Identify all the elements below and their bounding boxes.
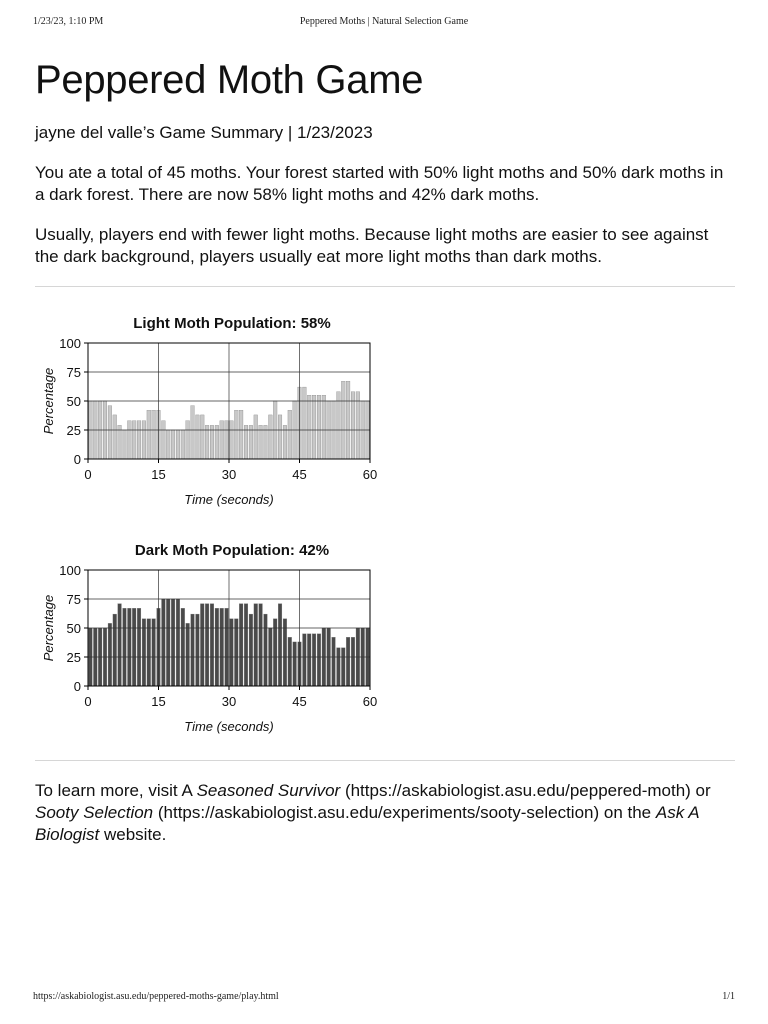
chart-bar: [137, 421, 141, 459]
chart-bar: [322, 395, 326, 459]
game-summary-line: jayne del valle’s Game Summary | 1/23/2023: [35, 123, 373, 142]
chart-bar: [273, 619, 277, 686]
y-tick-label: 0: [73, 679, 81, 694]
chart-bar: [210, 604, 214, 686]
x-tick-label: 60: [362, 694, 378, 709]
chart-bar: [303, 634, 307, 686]
y-tick-label: 100: [59, 336, 81, 351]
x-tick-label: 45: [292, 694, 307, 709]
x-tick-label: 30: [221, 694, 237, 709]
chart-bar: [152, 410, 156, 459]
chart-bar: [171, 599, 175, 686]
light-moth-chart-svg: [40, 308, 385, 513]
chart-bar: [264, 614, 268, 686]
chart-bar: [317, 634, 321, 686]
chart-bar: [288, 410, 292, 459]
chart-bar: [191, 406, 195, 459]
chart-bar: [137, 608, 141, 686]
chart-bar: [278, 415, 282, 459]
chart-bar: [259, 604, 263, 686]
chart-bar: [249, 614, 253, 686]
chart-bar: [239, 410, 243, 459]
chart-bar: [293, 642, 297, 686]
chart-bar: [337, 648, 341, 686]
chart-bar: [332, 637, 336, 686]
print-datetime: 1/23/23, 1:10 PM: [33, 16, 104, 27]
chart-bar: [215, 425, 219, 459]
y-tick-label: 25: [66, 423, 81, 438]
print-page-title: Peppered Moths | Natural Selection Game: [299, 16, 469, 27]
chart-bar: [123, 430, 127, 459]
chart-title: Light Moth Population: 58%: [133, 315, 331, 332]
chart-bar: [166, 430, 170, 459]
chart-bar: [108, 623, 112, 686]
chart-bar: [356, 392, 360, 459]
seasoned-survivor-url: (https://askabiologist.asu.edu/peppered-moth) or: [340, 781, 711, 800]
y-axis-label: Percentage: [41, 594, 56, 662]
chart-bar: [234, 410, 238, 459]
learn-more-text: [35, 780, 735, 846]
print-footer: [33, 991, 735, 1005]
chart-bar: [132, 608, 136, 686]
chart-bar: [152, 619, 156, 686]
result-paragraph: You ate a total of 45 moths. Your forest started with 50% light moths and 50% dark moths in a dark forest. There are now 58% light moths and 42% dark moths.: [35, 163, 724, 204]
sooty-selection-title: Sooty Selection: [35, 803, 154, 822]
chart-bar: [312, 634, 316, 686]
chart-bar: [351, 392, 355, 459]
divider-bottom: [35, 760, 735, 761]
print-header: [33, 16, 735, 30]
chart-bar: [205, 425, 209, 459]
chart-bar: [113, 415, 117, 459]
chart-bar: [162, 599, 166, 686]
chart-bar: [239, 604, 243, 686]
chart-bar: [147, 619, 151, 686]
chart-bar: [123, 608, 127, 686]
chart-bar: [288, 637, 292, 686]
chart-bar: [191, 614, 195, 686]
learn-more-suffix: website.: [99, 825, 167, 844]
y-axis-label: Percentage: [41, 367, 56, 435]
x-tick-label: 15: [151, 694, 166, 709]
chart-bar: [147, 410, 151, 459]
chart-bar: [200, 604, 204, 686]
x-axis-label: Time (seconds): [184, 492, 274, 507]
chart-bar: [307, 395, 311, 459]
chart-bar: [234, 619, 238, 686]
explanation-paragraph: Usually, players end with fewer light moths. Because light moths are easier to see against the dark background, players usually eat more light moths than dark moths.: [35, 225, 709, 266]
divider-top: [35, 286, 735, 287]
chart-bar: [166, 599, 170, 686]
chart-bar: [259, 425, 263, 459]
x-tick-label: 0: [84, 467, 92, 482]
y-tick-label: 25: [66, 650, 81, 665]
learn-more-prefix: To learn more, visit A: [35, 781, 197, 800]
chart-bar: [254, 415, 258, 459]
dark-moth-chart: [40, 535, 385, 745]
chart-bar: [210, 425, 214, 459]
chart-bar: [225, 608, 229, 686]
chart-bar: [341, 381, 345, 459]
chart-bar: [215, 608, 219, 686]
chart-bar: [220, 421, 224, 459]
chart-bar: [142, 619, 146, 686]
chart-bar: [312, 395, 316, 459]
chart-bar: [346, 381, 350, 459]
y-tick-label: 75: [66, 365, 81, 380]
chart-bar: [220, 608, 224, 686]
chart-bar: [230, 421, 234, 459]
chart-bar: [181, 608, 185, 686]
main-content: [35, 56, 735, 268]
chart-bar: [186, 623, 190, 686]
chart-bar: [269, 415, 273, 459]
chart-bar: [283, 619, 287, 686]
x-tick-label: 60: [362, 467, 378, 482]
chart-bar: [181, 430, 185, 459]
chart-bar: [307, 634, 311, 686]
chart-bar: [244, 604, 248, 686]
chart-bar: [254, 604, 258, 686]
chart-bar: [186, 421, 190, 459]
print-url: https://askabiologist.asu.edu/peppered-moths-game/play.html: [33, 991, 279, 1002]
chart-bar: [176, 430, 180, 459]
chart-bar: [264, 425, 268, 459]
y-tick-label: 0: [73, 452, 81, 467]
chart-bar: [118, 604, 122, 686]
chart-bar: [249, 425, 253, 459]
x-tick-label: 0: [84, 694, 92, 709]
chart-bar: [337, 392, 341, 459]
chart-bar: [225, 421, 229, 459]
chart-bar: [278, 604, 282, 686]
chart-bar: [244, 425, 248, 459]
seasoned-survivor-title: Seasoned Survivor: [196, 781, 341, 800]
chart-bar: [118, 425, 122, 459]
ask-a-biologist-name: Ask A Biologist: [35, 803, 699, 844]
chart-bar: [176, 599, 180, 686]
chart-title: Dark Moth Population: 42%: [134, 542, 330, 559]
chart-bar: [171, 430, 175, 459]
y-tick-label: 50: [66, 621, 81, 636]
chart-bar: [351, 637, 355, 686]
chart-bar: [303, 387, 307, 459]
chart-bar: [128, 608, 132, 686]
chart-bar: [196, 614, 200, 686]
chart-bar: [341, 648, 345, 686]
chart-bar: [200, 415, 204, 459]
sooty-selection-url: (https://askabiologist.asu.edu/experiments/sooty-selection) on the: [153, 803, 656, 822]
chart-bar: [196, 415, 200, 459]
chart-bar: [283, 425, 287, 459]
y-tick-label: 50: [66, 394, 81, 409]
x-tick-label: 45: [292, 467, 307, 482]
chart-bar: [230, 619, 234, 686]
x-tick-label: 30: [221, 467, 237, 482]
y-tick-label: 75: [66, 592, 81, 607]
dark-moth-chart-svg: [40, 535, 385, 740]
x-axis-label: Time (seconds): [184, 719, 274, 734]
chart-bar: [142, 421, 146, 459]
light-moth-chart: [40, 308, 385, 518]
chart-bar: [317, 395, 321, 459]
chart-bar: [132, 421, 136, 459]
x-tick-label: 15: [151, 467, 166, 482]
chart-bar: [113, 614, 117, 686]
chart-bar: [162, 421, 166, 459]
page-title: Peppered Moth Game: [35, 58, 424, 102]
chart-bar: [108, 406, 112, 459]
print-page-number: 1/1: [722, 991, 735, 1002]
y-tick-label: 100: [59, 563, 81, 578]
chart-bar: [346, 637, 350, 686]
chart-bar: [128, 421, 132, 459]
chart-bar: [205, 604, 209, 686]
